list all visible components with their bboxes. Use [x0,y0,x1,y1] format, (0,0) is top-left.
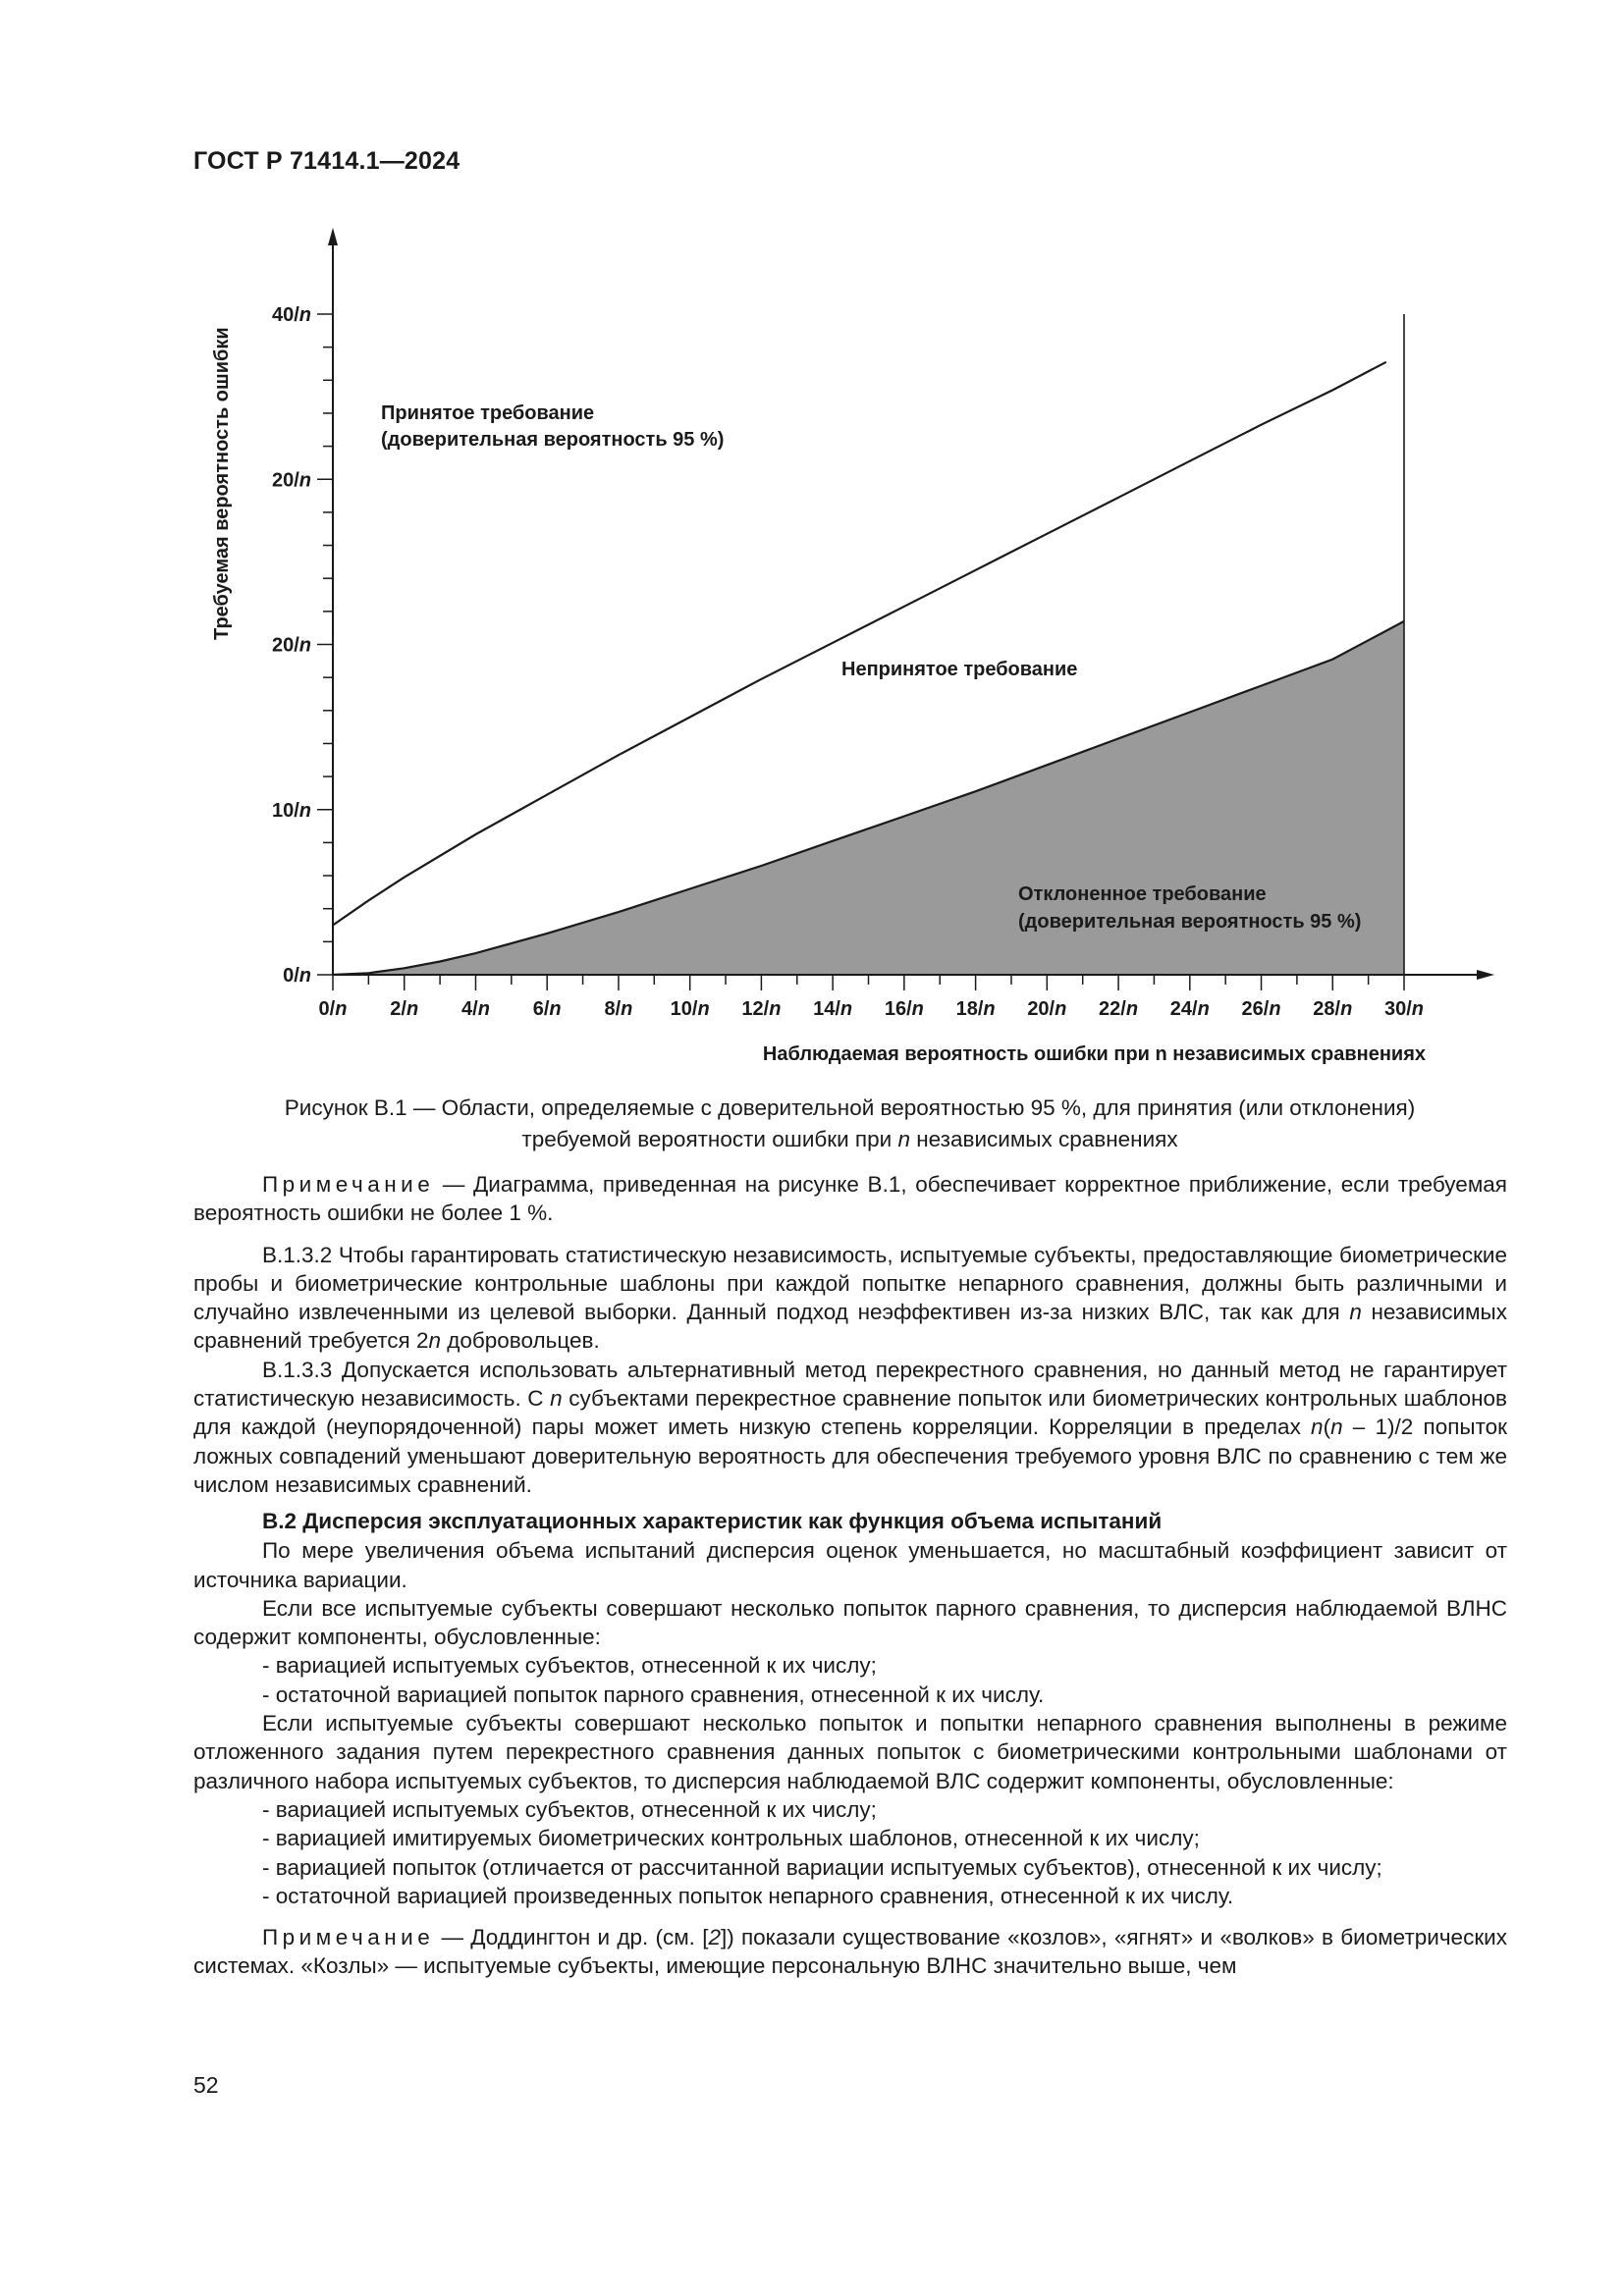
figure-caption [192,1093,1507,1155]
figure-b1-chart [0,0,1624,1080]
annotation-accepted-line2: (доверительная вероятность 95 %) [381,429,725,451]
x-tick-label: 30/n [1383,998,1425,1020]
annotation-rejected-line1: Отклоненное требование [1018,883,1267,905]
section-heading-b-2: В.2 Дисперсия эксплуатационных характеристик как функция объема испытаний [262,1509,1163,1534]
note-1: Примечание — Диаграмма, приведенная на рисунке В.1, обеспечивает корректное приближение, если требуемая вероятность ошибки не более 1 %. [193,1172,1507,1226]
y-tick-label: 0/n [283,965,311,987]
caption-line-2: требуемой вероятности ошибки при n независимых сравнениях [521,1127,1178,1151]
annotation-undecided: Непринятое требование [841,659,1078,680]
list-item: - вариацией имитируемых биометрических контрольных шаблонов, отнесенной к их числу; [262,1826,1200,1851]
paragraph-b-1-3-2: В.1.3.2 Чтобы гарантировать статистическую независимость, испытуемые субъекты, предоставляющие биометрические пробы и биометрические контрольные шаблоны при каждой попытке непарного сравнения, должны быть различными и случайно извлеченными из целевой выборки. Данный подход неэффективен из-за низких ВЛС, так как для n независимых сравнений требуется 2n добровольцев. [193,1242,1507,1354]
annotation-accepted-line1: Принятое требование [381,402,595,424]
list-item: - остаточной вариацией попыток парного сравнения, отнесенной к их числу. [262,1682,1045,1707]
x-tick-label: 6/n [532,998,562,1020]
list-item: - вариацией испытуемых субъектов, отнесенной к их числу; [262,1796,877,1822]
x-tick-label: 26/n [1241,998,1281,1020]
y-axis-label: Требуемая вероятность ошибки [211,327,233,640]
document-header: ГОСТ Р 71414.1—2024 [193,147,460,175]
body-text [193,1170,1507,1981]
list-item: - вариацией испытуемых субъектов, отнесенной к их числу; [262,1653,877,1679]
x-tick-label: 16/n [884,998,924,1020]
caption-line-1: Рисунок В.1 — Области, определяемые с доверительной вероятностью 95 %, для принятия (или отклонения) [284,1095,1416,1120]
y-axis-arrow [328,228,338,245]
x-tick-label: 22/n [1099,998,1139,1020]
paragraph-b-1-3-3: В.1.3.3 Допускается использовать альтернативный метод перекрестного сравнения, но данный метод не гарантирует статистическую независимость. С n субъектами перекрестное сравнение попыток или биометрических контрольных шаблонов для каждой (неупорядоченной) пары может иметь низкую степень корреляции. Корреляции в пределах n(n – 1)/2 попыток ложных совпадений уменьшают доверительную вероятность для обеспечения требуемого уровня ВЛС по сравнению с тем же числом независимых сравнений. [193,1357,1507,1497]
x-tick-label: 20/n [1027,998,1067,1020]
page-number: 52 [193,2072,219,2098]
y-tick-label: 10/n [271,799,311,822]
paragraph-1: По мере увеличения объема испытаний дисперсия оценок уменьшается, но масштабный коэффициент зависит от источника вариации. [193,1538,1507,1592]
annotation-rejected-line2: (доверительная вероятность 95 %) [1018,911,1362,933]
x-axis-label: Наблюдаемая вероятность ошибки при n независимых сравнениях [762,1043,1426,1065]
list-item: - остаточной вариацией произведенных попыток непарного сравнения, отнесенной к их числу. [262,1883,1234,1908]
y-tick-label: 20/n [271,634,311,657]
x-tick-label: 28/n [1313,998,1353,1020]
x-tick-label: 14/n [813,998,853,1020]
x-tick-label: 12/n [741,998,782,1020]
x-tick-label: 10/n [670,998,710,1020]
y-tick-label: 20/n [271,469,311,492]
list-item: - вариацией попыток (отличается от рассчитанной вариации испытуемых субъектов), отнесенной к их числу; [262,1854,1382,1880]
x-tick-label: 4/n [461,998,490,1020]
y-tick-label: 40/n [271,304,311,326]
x-tick-label: 0/n [318,998,348,1020]
paragraph-3: Если испытуемые субъекты совершают несколько попыток и попытки непарного сравнения выполнены в режиме отложенного задания путем перекрестного сравнения данных попыток с биометрическими контрольными шаблонами от различного набора испытуемых субъектов, то дисперсия наблюдаемой ВЛС содержит компоненты, обусловленные: [193,1711,1507,1793]
x-tick-label: 8/n [604,998,633,1020]
paragraph-2: Если все испытуемые субъекты совершают несколько попыток парного сравнения, то дисперсия наблюдаемой ВЛНС содержит компоненты, обусловленные: [193,1595,1507,1650]
x-tick-label: 2/n [390,998,419,1020]
note-2: Примечание — Доддингтон и др. (см. [2]) показали существование «козлов», «ягнят» и «волков» в биометрических системах. «Козлы» — испытуемые субъекты, имеющие персональную ВЛНС значительно выше, чем [193,1925,1507,1979]
x-tick-label: 24/n [1169,998,1210,1020]
x-tick-label: 18/n [955,998,996,1020]
x-axis-arrow [1477,970,1494,980]
